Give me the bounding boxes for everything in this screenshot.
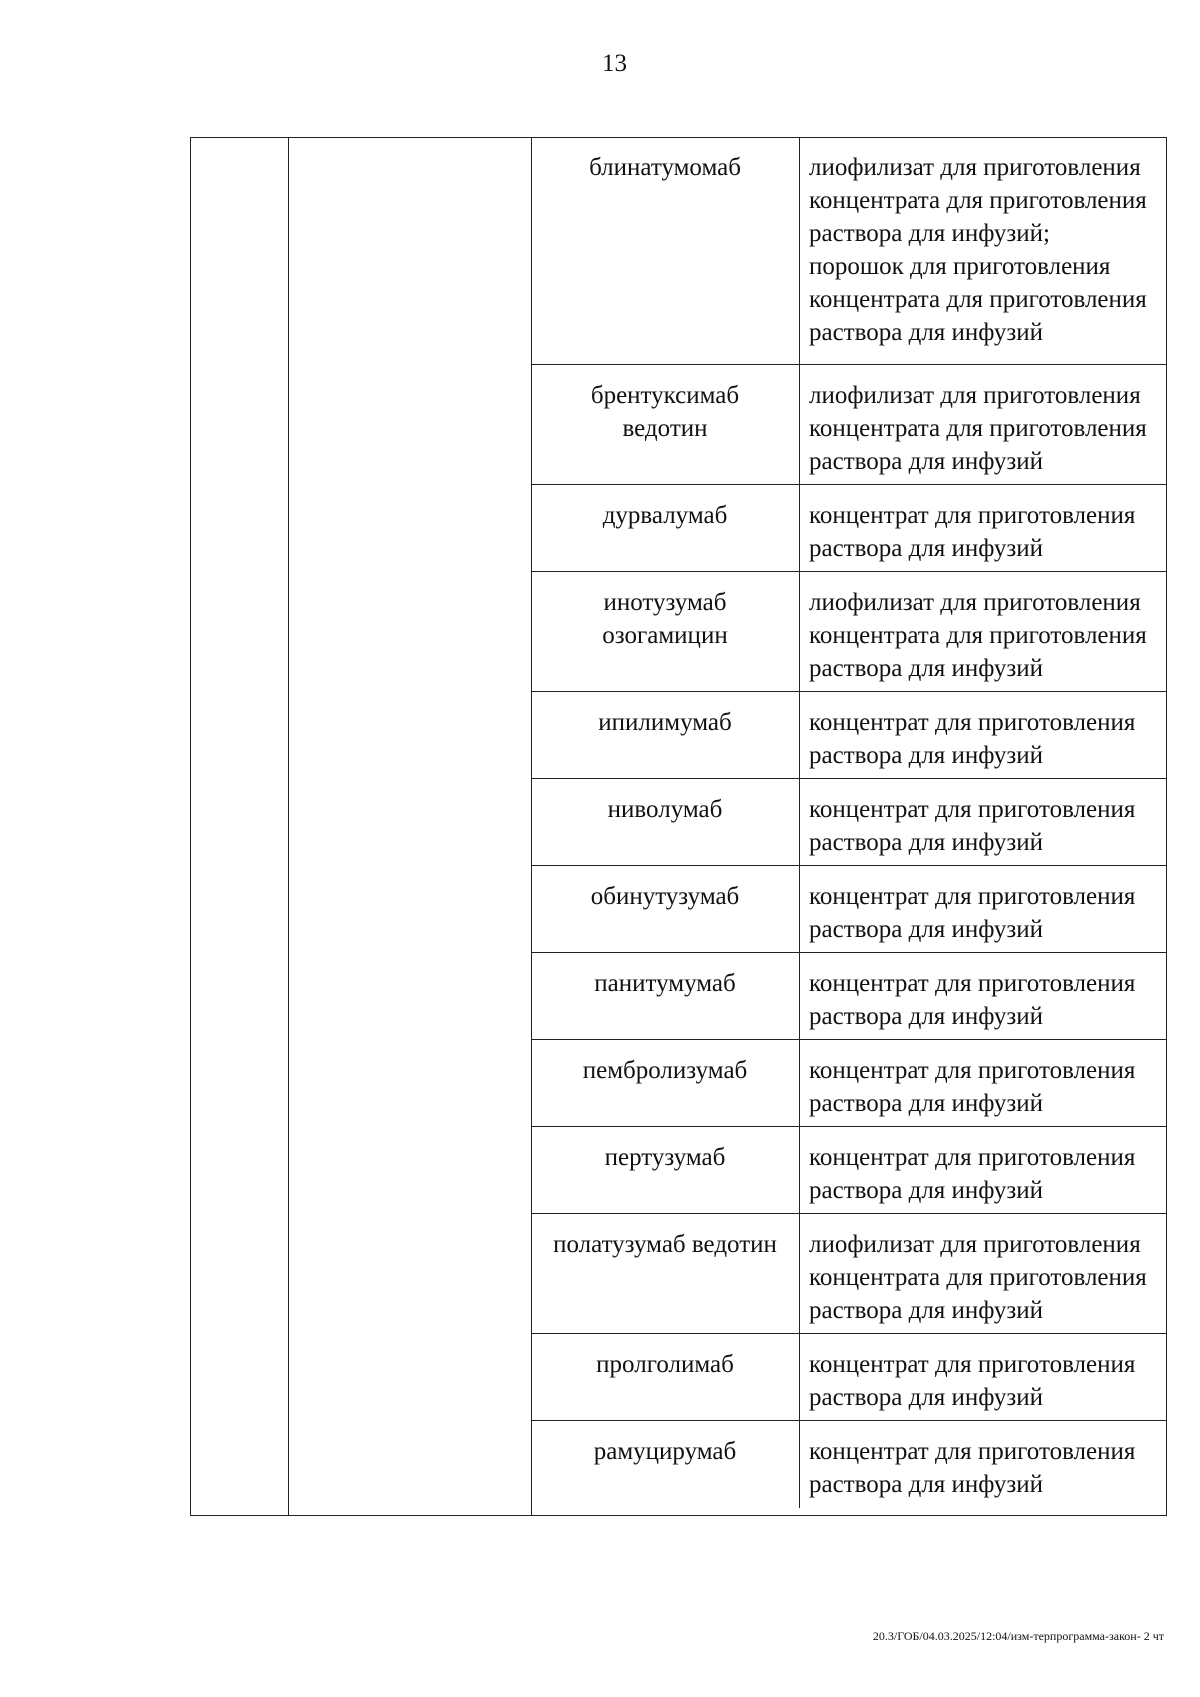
drug-name-cell: панитумумаб bbox=[594, 970, 736, 997]
drug-name-cell: полатузумаб ведотин bbox=[553, 1231, 777, 1258]
drug-name-cell: ипилимумаб bbox=[598, 709, 732, 736]
table-row bbox=[531, 1334, 1167, 1421]
dosage-form-cell: лиофилизат для приготовления концентрата для приготовления раствора для инфузий bbox=[799, 572, 1167, 691]
table-row bbox=[531, 779, 1167, 866]
dosage-form-cell: концентрат для приготовления раствора для инфузий bbox=[799, 692, 1167, 778]
table-row bbox=[531, 953, 1167, 1040]
table-row bbox=[531, 1040, 1167, 1127]
page-number: 13 bbox=[602, 50, 627, 77]
drug-name-cell: рамуцирумаб bbox=[593, 1438, 737, 1465]
table-row bbox=[531, 365, 1167, 485]
drug-name-cell: пембролизумаб bbox=[582, 1057, 748, 1084]
dosage-form-cell: концентрат для приготовления раствора для инфузий bbox=[799, 1334, 1167, 1420]
drug-name-cell: ниволумаб bbox=[607, 796, 723, 823]
dosage-form-cell: концентрат для приготовления раствора для инфузий bbox=[799, 866, 1167, 952]
dosage-form-cell: лиофилизат для приготовления концентрата для приготовления раствора для инфузий bbox=[799, 365, 1167, 484]
dosage-form-cell: концентрат для приготовления раствора для инфузий bbox=[799, 1127, 1167, 1213]
table-row bbox=[531, 572, 1167, 692]
dosage-form-cell: концентрат для приготовления раствора для инфузий bbox=[799, 779, 1167, 865]
dosage-form-cell: лиофилизат для приготовления концентрата для приготовления раствора для инфузий; порошок для приготовления концентрата для приготовления раствора для инфузий bbox=[799, 137, 1167, 364]
drug-table-rows bbox=[531, 137, 1167, 1508]
dosage-form-cell: концентрат для приготовления раствора для инфузий bbox=[799, 1421, 1167, 1508]
dosage-form-cell: концентрат для приготовления раствора для инфузий bbox=[799, 953, 1167, 1039]
table-row bbox=[531, 1214, 1167, 1334]
column-divider-1 bbox=[288, 137, 289, 1516]
drug-name-cell: дурвалумаб bbox=[602, 502, 728, 529]
drug-name-cell: пролголимаб bbox=[596, 1351, 734, 1378]
table-row bbox=[531, 1421, 1167, 1508]
drug-name-cell: обинутузумаб bbox=[590, 883, 740, 910]
table-row bbox=[531, 692, 1167, 779]
drug-name-cell: инотузумаб озогамицин bbox=[602, 589, 728, 649]
drug-name-cell: пертузумаб bbox=[604, 1144, 726, 1171]
table-row bbox=[531, 866, 1167, 953]
table-row bbox=[531, 1127, 1167, 1214]
table-row bbox=[531, 485, 1167, 572]
document-footer: 20.3/ГОБ/04.03.2025/12:04/изм-терпрограмма-закон- 2 чт bbox=[872, 1629, 1164, 1643]
dosage-form-cell: концентрат для приготовления раствора для инфузий bbox=[799, 1040, 1167, 1126]
drug-name-cell: брентуксимаб ведотин bbox=[590, 382, 740, 442]
drug-name-cell: блинатумомаб bbox=[589, 154, 741, 181]
dosage-form-cell: концентрат для приготовления раствора для инфузий bbox=[799, 485, 1167, 571]
table-row bbox=[531, 137, 1167, 365]
dosage-form-cell: лиофилизат для приготовления концентрата для приготовления раствора для инфузий bbox=[799, 1214, 1167, 1333]
